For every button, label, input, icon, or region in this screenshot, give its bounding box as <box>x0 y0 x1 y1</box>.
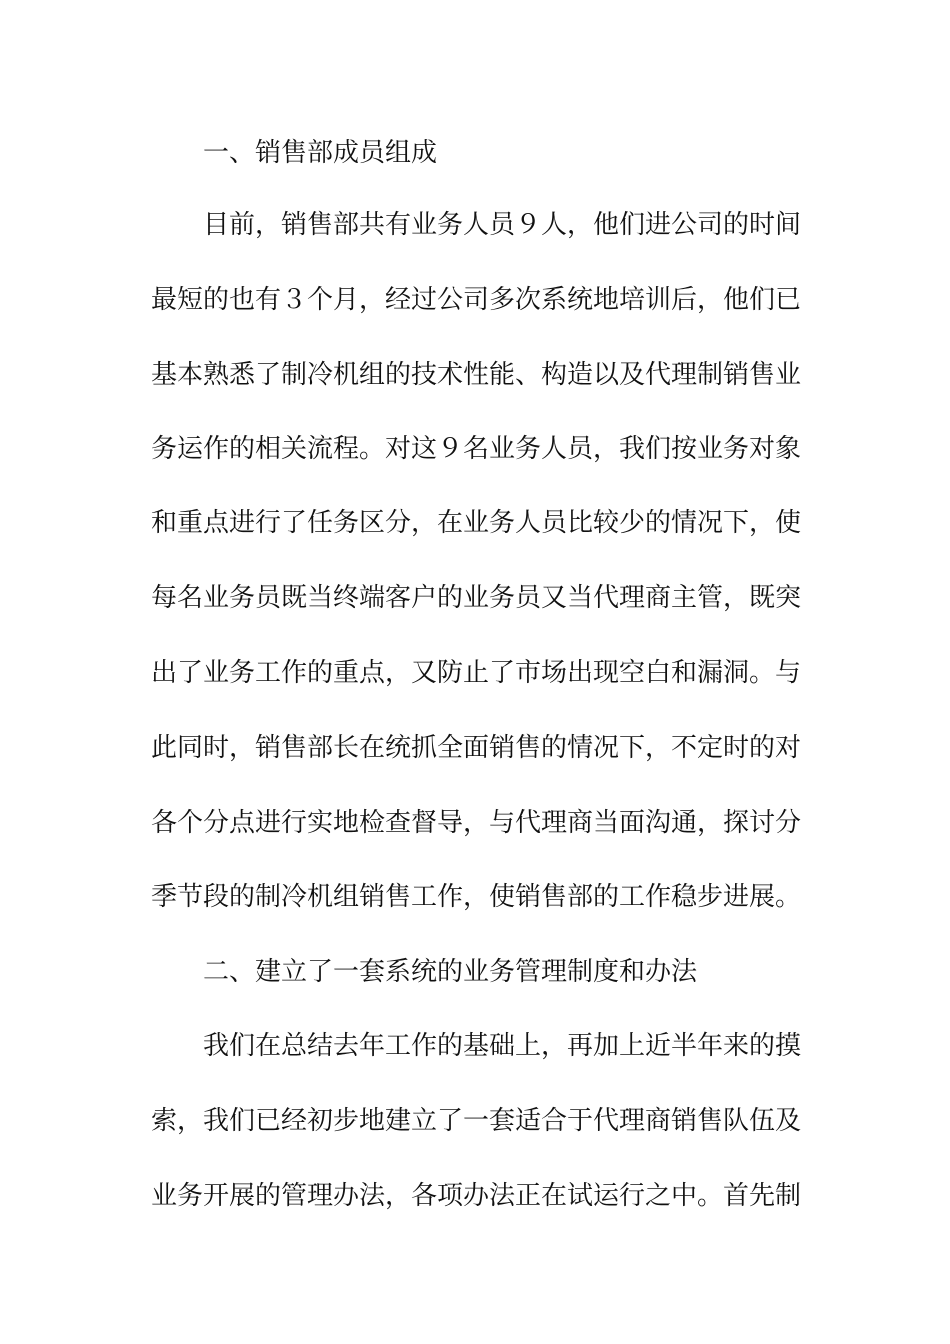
section-heading-2: 二、建立了一套系统的业务管理制度和办法 <box>203 957 698 987</box>
section-heading-1: 一、销售部成员组成 <box>203 138 438 168</box>
paragraph-line: 目前，销售部共有业务人员９人，他们进公司的时间 <box>203 210 802 240</box>
paragraph-line: 最短的也有３个月，经过公司多次系统地培训后，他们已 <box>151 285 802 315</box>
paragraph-line: 我们在总结去年工作的基础上，再加上近半年来的摸 <box>203 1031 802 1061</box>
paragraph-line: 基本熟悉了制冷机组的技术性能、构造以及代理制销售业 <box>151 360 802 390</box>
paragraph-line: 索，我们已经初步地建立了一套适合于代理商销售队伍及 <box>151 1106 802 1136</box>
paragraph-line: 季节段的制冷机组销售工作，使销售部的工作稳步进展。 <box>151 882 802 912</box>
paragraph-line: 业务开展的管理办法，各项办法正在试运行之中。首先制 <box>151 1181 802 1211</box>
paragraph-line: 此同时，销售部长在统抓全面销售的情况下，不定时的对 <box>151 733 802 763</box>
paragraph-line: 务运作的相关流程。对这９名业务人员，我们按业务对象 <box>151 434 802 464</box>
paragraph-line: 和重点进行了任务区分，在业务人员比较少的情况下，使 <box>151 508 802 538</box>
paragraph-line: 出了业务工作的重点，又防止了市场出现空白和漏洞。与 <box>151 658 802 688</box>
paragraph-line: 各个分点进行实地检查督导，与代理商当面沟通，探讨分 <box>151 808 802 838</box>
paragraph-line: 每名业务员既当终端客户的业务员又当代理商主管，既突 <box>151 583 802 613</box>
